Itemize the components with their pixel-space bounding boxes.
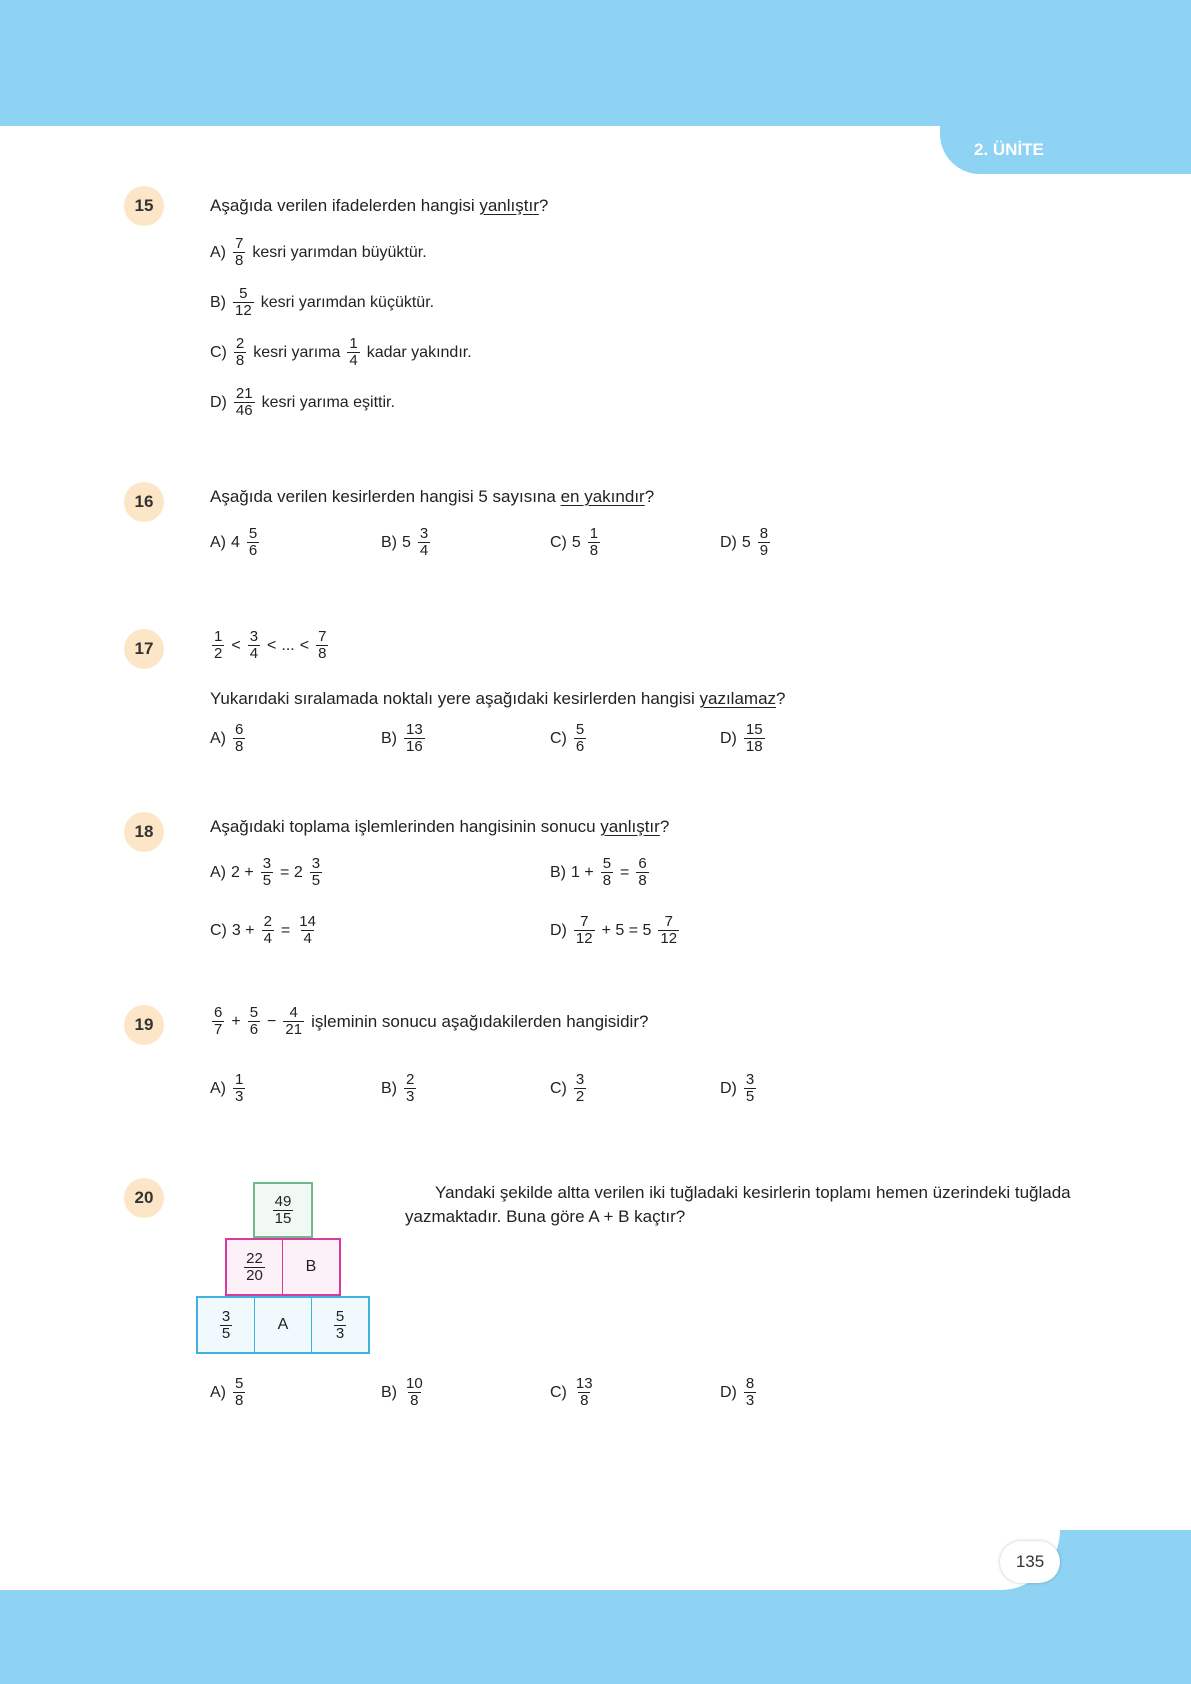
question-number: 20	[124, 1178, 164, 1218]
question-number: 18	[124, 812, 164, 852]
option-a[interactable]: A) $\frac{1}{3}$	[210, 1071, 244, 1105]
brick-bottom-middle: A	[254, 1296, 312, 1354]
option-b[interactable]: B) $\frac{5}{12}$ kesri yarımdan küçüktür.	[210, 285, 435, 319]
question-number: 19	[124, 1005, 164, 1045]
brick-bottom-left: $\frac{3}{5}$	[196, 1296, 255, 1354]
option-d[interactable]: D) 5 $\frac{8}{9}$	[720, 525, 769, 559]
question-number: 15	[124, 186, 164, 226]
option-a[interactable]: A) 2 + $\frac{3}{5}$ = 2 $\frac{3}{5}$	[210, 855, 321, 889]
option-b[interactable]: B) 1 + $\frac{5}{8}$ = $\frac{6}{8}$	[550, 855, 647, 889]
page-foot	[0, 1530, 1060, 1590]
option-a[interactable]: A) $\frac{5}{8}$	[210, 1375, 244, 1409]
unit-tab	[940, 126, 1191, 174]
option-a[interactable]: A) 4 $\frac{5}{6}$	[210, 525, 258, 559]
brick-mid-right: B	[282, 1238, 341, 1296]
question-stem: Aşağıda verilen kesirlerden hangisi 5 sayısına en yakındır?	[210, 487, 655, 506]
option-d[interactable]: D) $\frac{21}{46}$ kesri yarıma eşittir.	[210, 385, 395, 419]
brick-mid-left: $\frac{22}{20}$	[225, 1238, 283, 1296]
brick-top: $\frac{49}{15}$	[253, 1182, 313, 1238]
option-c[interactable]: C) 5 $\frac{1}{8}$	[550, 525, 599, 559]
option-d[interactable]: D) $\frac{8}{3}$	[720, 1375, 755, 1409]
option-a[interactable]: A) $\frac{6}{8}$	[210, 721, 244, 755]
question-text: Yandaki şekilde altta verilen iki tuğladaki kesirlerin toplamı hemen üzerindeki tuğlada yazmaktadır. Buna göre A + B kaçtır?	[405, 1183, 1071, 1226]
option-d[interactable]: D) $\frac{3}{5}$	[720, 1071, 755, 1105]
option-c[interactable]: C) $\frac{3}{2}$	[550, 1071, 585, 1105]
question-stem: Yukarıdaki sıralamada noktalı yere aşağıdaki kesirlerden hangisi yazılamaz?	[210, 689, 786, 708]
unit-label: 2. ÜNİTE	[974, 140, 1044, 159]
question-number: 17	[124, 629, 164, 669]
sequence: $\frac{1}{2}$ < $\frac{3}{4}$ < ... < $\frac{7}{8}$	[214, 628, 327, 662]
option-c[interactable]: C) $\frac{5}{6}$	[550, 721, 585, 755]
option-a[interactable]: A) $\frac{7}{8}$ kesri yarımdan büyüktür.	[210, 235, 427, 269]
option-c[interactable]: C) $\frac{2}{8}$ kesri yarıma $\frac{1}{4}$ kadar yakındır.	[210, 335, 472, 369]
question-stem: Aşağıdaki toplama işlemlerinden hangisinin sonucu yanlıştır?	[210, 817, 670, 836]
question-number: 16	[124, 482, 164, 522]
option-c[interactable]: C) $\frac{13}{8}$	[550, 1375, 593, 1409]
question-stem: $\frac{6}{7}$ + $\frac{5}{6}$ − $\frac{4}{21}$ işleminin sonucu aşağıdakilerden hangisidir?	[214, 1004, 649, 1038]
question-stem: Aşağıda verilen ifadelerden hangisi yanlıştır?	[210, 196, 549, 215]
option-b[interactable]: B) $\frac{13}{16}$	[381, 721, 423, 755]
option-c[interactable]: C) 3 + $\frac{2}{4}$ = $\frac{14}{4}$	[210, 913, 316, 947]
brick-bottom-right: $\frac{5}{3}$	[311, 1296, 370, 1354]
page-number: 135	[1000, 1541, 1060, 1583]
option-d[interactable]: D) $\frac{15}{18}$	[720, 721, 763, 755]
option-b[interactable]: B) $\frac{10}{8}$	[381, 1375, 423, 1409]
option-b[interactable]: B) $\frac{2}{3}$	[381, 1071, 415, 1105]
option-b[interactable]: B) 5 $\frac{3}{4}$	[381, 525, 429, 559]
option-d[interactable]: D) $\frac{7}{12}$ + 5 = 5 $\frac{7}{12}$	[550, 913, 678, 947]
